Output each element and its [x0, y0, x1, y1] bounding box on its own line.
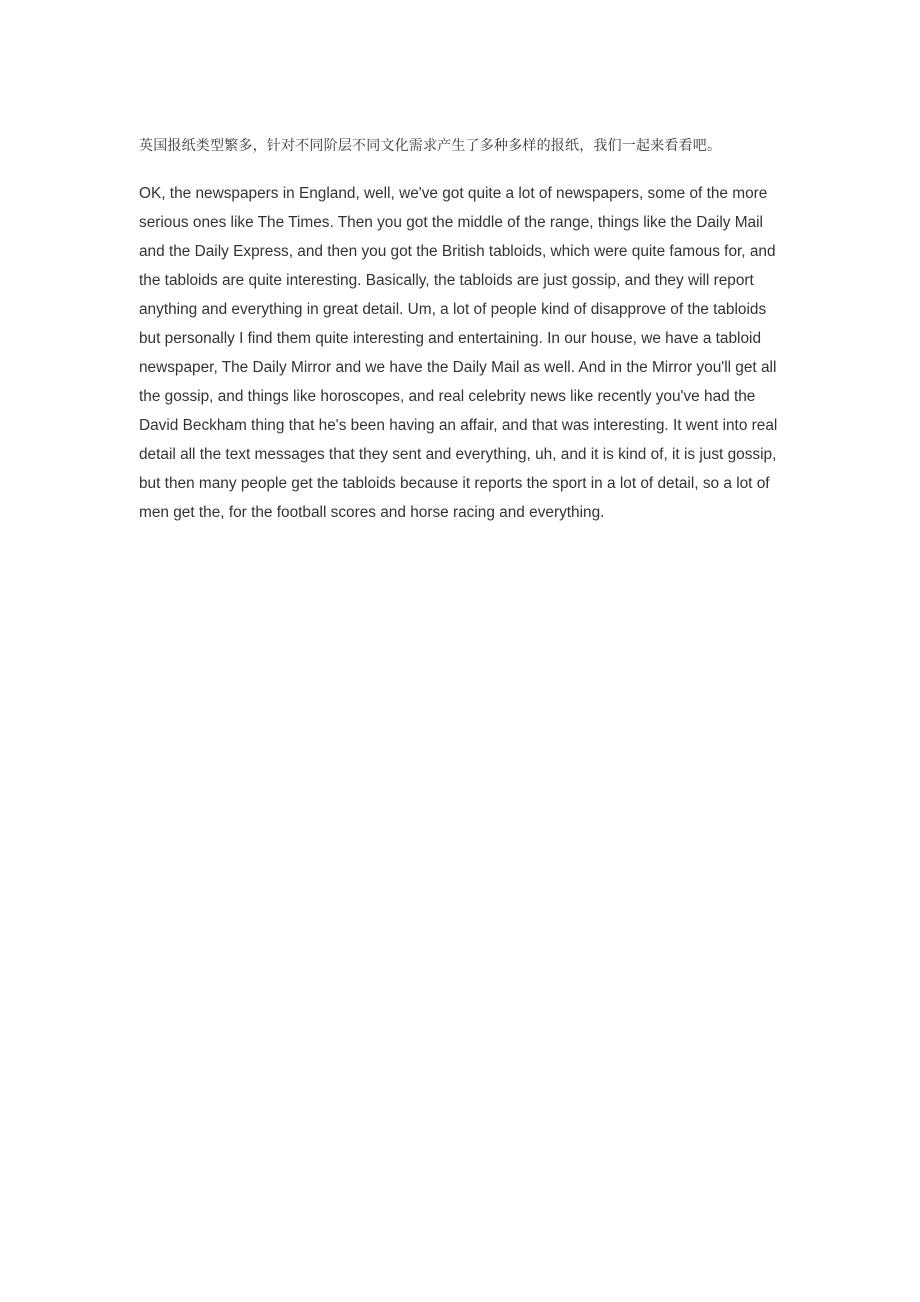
intro-paragraph: 英国报纸类型繁多，针对不同阶层不同文化需求产生了多种多样的报纸，我们一起来看看吧。	[139, 138, 722, 154]
body-paragraph: OK, the newspapers in England, well, we've got quite a lot of newspapers, some of the more serious ones like The Times. Then you got the middle of the range, things like the Daily Mail and the Daily Express, and then you got the British tabloids, which were quite famous for, and the tabloids are quite interesting. Basically, the tabloids are just gossip, and they will report anything and everything in great detail. Um, a lot of people kind of disapprove of the tabloids but personally I find them quite interesting and entertaining. In our house, we have a tabloid newspaper, The Daily Mirror and we have the Daily Mail as well. And in the Mirror you'll get all the gossip, and things like horoscopes, and real celebrity news like recently you've had the David Beckham thing that he's been having an affair, and that was interesting. It went into real detail all the text messages that they sent and everything, uh, and it is kind of, it is just gossip, but then many people get the tabloids because it reports the sport in a lot of detail, so a lot of men get the, for the football scores and horse racing and everything.	[139, 185, 778, 521]
document-content	[139, 133, 787, 527]
